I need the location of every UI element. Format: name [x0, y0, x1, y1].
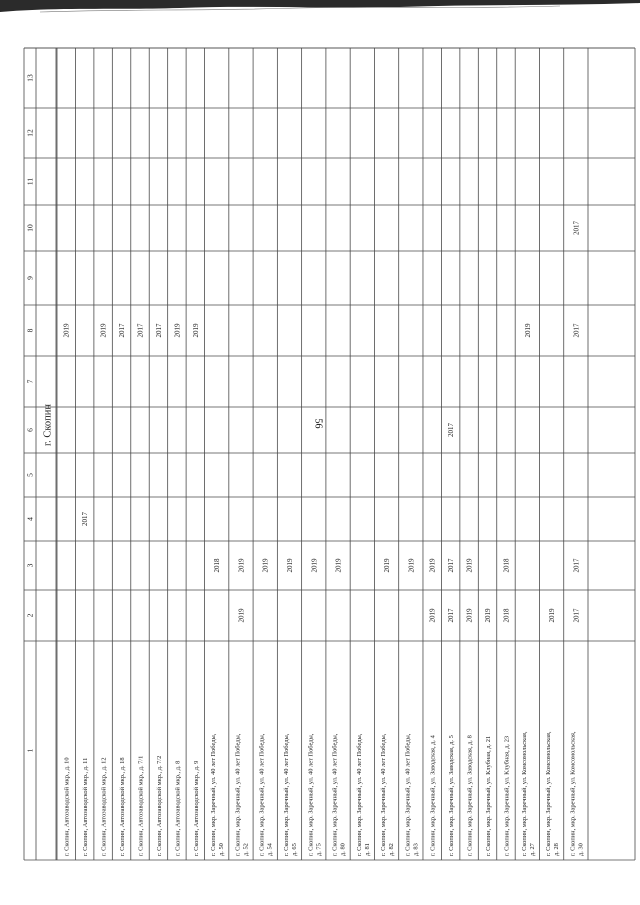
column-header: 11	[25, 177, 35, 186]
column-header: 9	[25, 276, 35, 280]
row-address: д. 81	[363, 843, 371, 856]
column-header: 13	[25, 74, 35, 82]
year-value: 2017	[447, 608, 456, 623]
year-value: 2019	[523, 323, 532, 338]
row-address: г. Скопин, Автозаводской мкр., д. 12	[100, 757, 108, 856]
column-header: 10	[25, 224, 35, 232]
row-address: г. Скопин, мкр. Заречный, ул. 40 лет Победы,	[307, 733, 315, 856]
year-value: 2018	[213, 558, 222, 573]
column-header: 4	[25, 517, 35, 521]
year-value: 2017	[154, 323, 163, 338]
year-value: 2019	[465, 558, 474, 573]
year-value: 2017	[447, 423, 456, 437]
row-address: г. Скопин, мкр. Заречный, ул. Комсомольская,	[569, 731, 577, 856]
column-header: 12	[25, 129, 35, 137]
year-value: 2017	[447, 558, 456, 573]
year-value: 2019	[465, 608, 474, 623]
year-value: 2019	[407, 558, 416, 573]
year-value: 2019	[428, 608, 437, 623]
row-address: г. Скопин, Автозаводской мкр., д. 9	[192, 760, 200, 856]
year-value: 2019	[334, 558, 343, 573]
row-address: д. 30	[577, 843, 585, 856]
year-value: 2019	[173, 323, 182, 338]
row-address: г. Скопин, мкр. Заречный, ул. 40 лет Победы,	[258, 733, 266, 856]
row-address: г. Скопин, Автозаводской мкр., д. 11	[82, 757, 90, 856]
row-address: г. Скопин, мкр. Заречный, ул. Комсомольская,	[545, 731, 553, 856]
year-value: 2017	[572, 323, 581, 338]
year-value: 2019	[428, 558, 437, 573]
year-value: 2017	[81, 512, 90, 526]
year-value: 2019	[191, 323, 200, 338]
year-value: 2019	[484, 608, 493, 623]
row-address: д. 54	[266, 843, 274, 856]
row-address: г. Скопин, Автозаводской мкр., д. 7/1	[137, 755, 145, 856]
column-header: 5	[25, 473, 35, 477]
row-address: г. Скопин, Автозаводской мкр., д. 7/2	[155, 755, 163, 856]
row-address: г. Скопин, мкр. Заречный, ул. 40 лет Победы,	[234, 733, 242, 856]
year-value: 2019	[285, 558, 294, 573]
row-address: г. Скопин, мкр. Заречный, ул. 40 лет Победы,	[355, 733, 363, 856]
row-address: г. Скопин, мкр. Заречный, ул. 40 лет Победы,	[282, 733, 290, 856]
row-address: г. Скопин, мкр. Заречный, ул. Заводская, д. 8	[466, 735, 474, 856]
row-address: д. 52	[242, 843, 250, 856]
column-header: 6	[25, 428, 35, 432]
column-header: 3	[25, 563, 35, 568]
row-address: д. 82	[388, 843, 396, 856]
row-address: д. 83	[412, 843, 420, 856]
year-value: 2018	[502, 558, 511, 573]
region-label: г. Скопин	[42, 403, 54, 447]
column-header: 8	[25, 328, 35, 333]
column-header: 7	[25, 379, 35, 384]
row-address: г. Скопин, мкр. Заречный, ул. 40 лет Победы,	[380, 733, 388, 856]
row-address: д. 27	[528, 843, 536, 856]
row-address: г. Скопин, мкр. Заречный, ул. Комсомольская,	[520, 731, 528, 856]
year-value: 2019	[310, 558, 319, 573]
year-value: 2019	[261, 558, 270, 573]
year-value: 2018	[502, 608, 511, 623]
column-header: 1	[25, 748, 35, 753]
row-address: г. Скопин, мкр. Заречный, ул. Клубная, д. 21	[485, 735, 493, 856]
row-address: г. Скопин, мкр. Заречный, ул. Клубная, д. 23	[503, 735, 511, 856]
row-address: д. 75	[315, 843, 323, 856]
row-address: г. Скопин, мкр. Заречный, ул. 40 лет Победы,	[331, 733, 339, 856]
row-address: г. Скопин, мкр. Заречный, ул. 40 лет Победы,	[210, 733, 218, 856]
row-address: г. Скопин, Автозаводской мкр., д. 8	[174, 760, 182, 856]
page-number: 56	[312, 418, 324, 429]
row-address: г. Скопин, мкр. Заречный, ул. 40 лет Победы,	[404, 733, 412, 856]
year-value: 2017	[572, 221, 581, 235]
row-address: д. 50	[218, 843, 226, 856]
year-value: 2019	[237, 608, 246, 623]
row-address: г. Скопин, мкр. Заречный, ул. Заводская, д. 5	[448, 735, 456, 856]
year-value: 2017	[136, 323, 145, 338]
year-value: 2019	[99, 323, 108, 338]
year-value: 2017	[572, 608, 581, 623]
column-header: 2	[25, 613, 35, 618]
year-value: 2017	[118, 323, 127, 338]
year-value: 2019	[62, 323, 71, 338]
year-value: 2019	[548, 608, 557, 623]
row-address: г. Скопин, Автозаводской мкр., д. 18	[119, 757, 127, 856]
row-address: д. 80	[339, 843, 347, 856]
year-value: 2017	[572, 558, 581, 573]
row-address: д. 65	[290, 843, 298, 856]
row-address: г. Скопин, мкр. Заречный, ул. Заводская, д. 4	[429, 735, 437, 856]
row-address: д. 28	[553, 843, 561, 856]
row-address: г. Скопин, Автозаводской мкр., д. 10	[63, 757, 71, 856]
year-value: 2019	[383, 558, 392, 573]
year-value: 2019	[237, 558, 246, 573]
